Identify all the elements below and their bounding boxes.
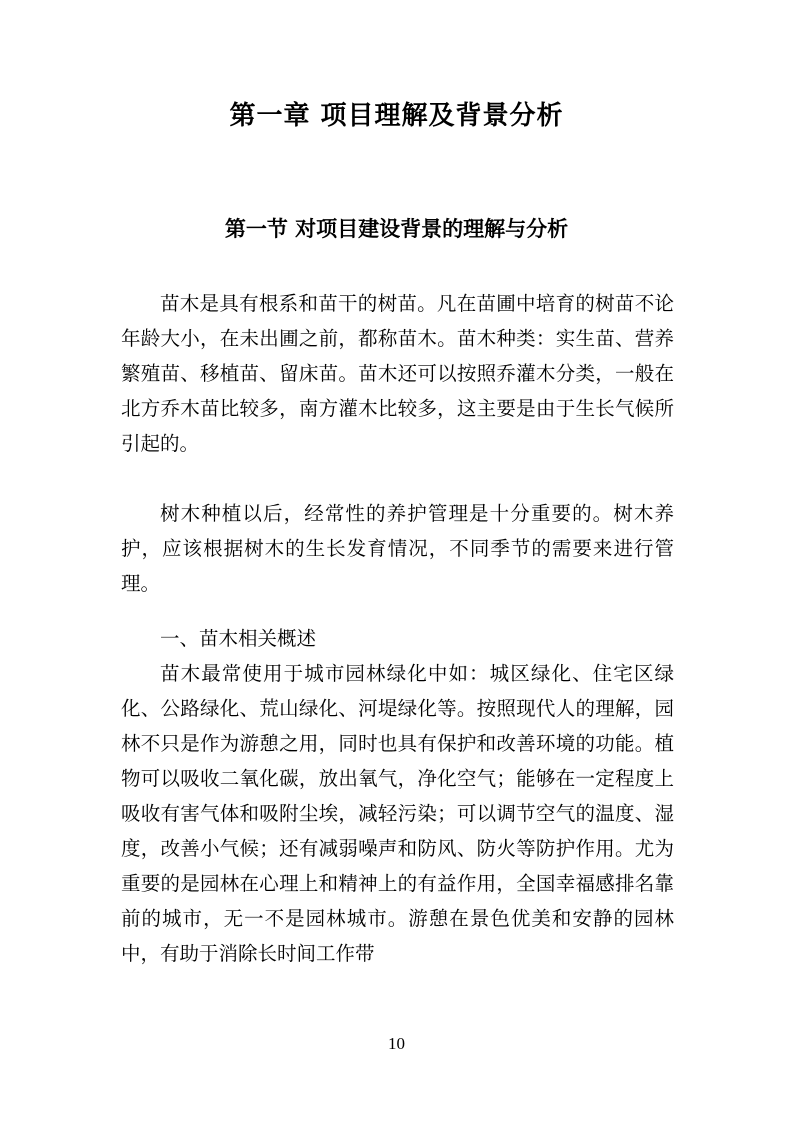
section-title: 第一节 对项目建设背景的理解与分析 xyxy=(224,217,569,241)
chapter-title: 第一章 项目理解及背景分析 xyxy=(229,101,564,131)
subsection-heading: 一、苗木相关概述 xyxy=(160,627,317,650)
body-paragraph: 树木种植以后，经常性的养护管理是十分重要的。树木养护，应该根据树木的生长发育情况，不同季节的需要来进行管理。 xyxy=(121,502,674,595)
body-paragraph: 苗木最常使用于城市园林绿化中如：城区绿化、住宅区绿化、公路绿化、荒山绿化、河堤绿化等。按照现代人的理解，园林不只是作为游憩之用，同时也具有保护和改善环境的功能。植物可以吸收二氧化碳，放出氧气，净化空气；能够在一定程度上吸收有害气体和吸附尘埃，减轻污染；可以调节空气的温度、湿度，改善小气候；还有减弱噪声和防风、防火等防护作用。尤为重要的是园林在心理上和精神上的有益作用，全国幸福感排名靠前的城市，无一不是园林城市。游憩在景色优美和安静的园林中，有助于消除长时间工作带 xyxy=(121,662,674,965)
body-paragraph: 苗木是具有根系和苗干的树苗。凡在苗圃中培育的树苗不论年龄大小，在未出圃之前，都称苗木。苗木种类：实生苗、营养繁殖苗、移植苗、留床苗。苗木还可以按照乔灌木分类，一般在北方乔木苗比较多，南方灌木比较多，这主要是由于生长气候所引起的。 xyxy=(121,292,674,455)
page-number: 10 xyxy=(388,1034,405,1053)
